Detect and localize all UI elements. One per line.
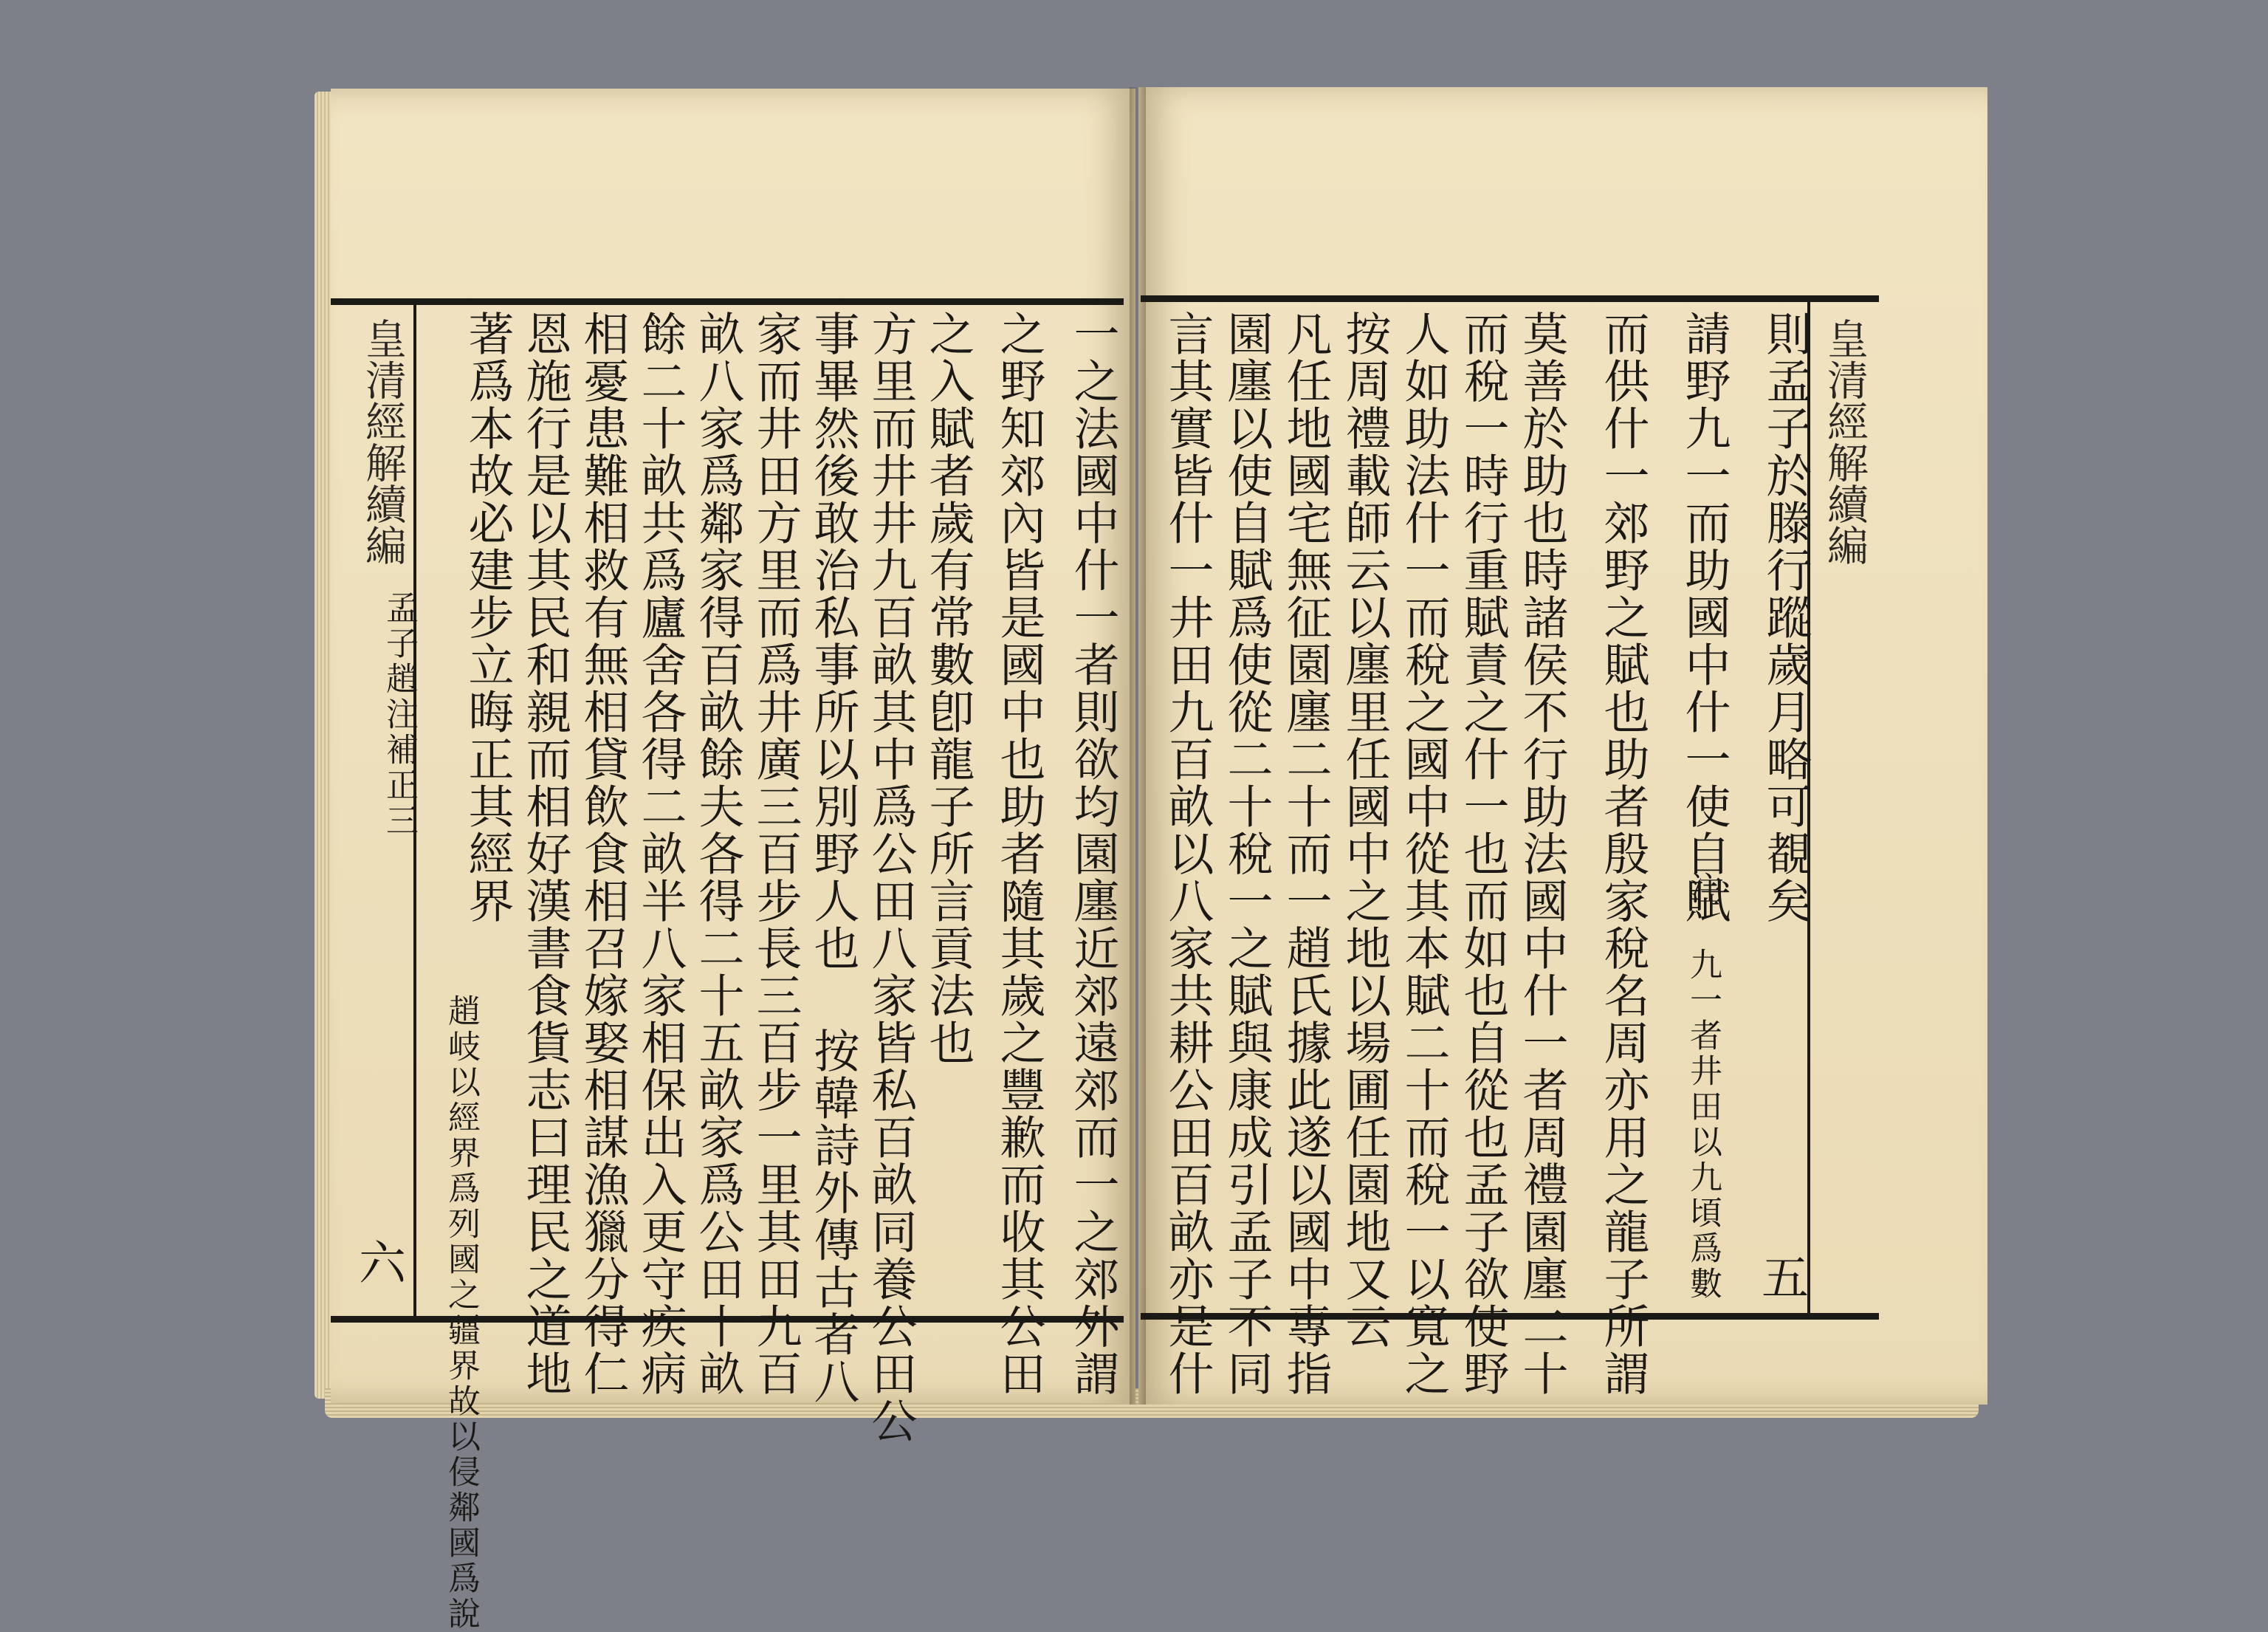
left-column-8: 餘二十畝共爲廬舍各得二畝半八家相保出入更守疾病 [633,310,687,1397]
left-column-6: 家而井田方里而爲井廣三百步長三百步一里其田九百 [749,310,803,1397]
right-column-11: 言其實皆什一井田九百畝以八家共耕公田百畝亦是什 [1161,310,1214,1397]
right-column-3: 而供什一郊野之賦也助者殷家稅名周亦用之龍子所謂 [1596,310,1650,1397]
right-top-rule [1141,295,1879,302]
book-gutter [1130,87,1146,1405]
right-column-8: 凡任地國宅無征園廛二十而一趙氏據此遂以國中專指 [1279,310,1333,1397]
left-margin-title: 皇清經解續編 [359,318,407,566]
right-margin-title: 皇清經解續編 [1821,318,1869,566]
right-column-6: 人如助法什一而稅之國中從其本賦二十而稅一以寬之 [1397,310,1451,1397]
right-column-4: 莫善於助也時諸侯不行助法國中什一者周禮園廛二十 [1515,310,1569,1397]
left-column-2: 之野知郊內皆是國中也助者隨其歲之豐歉而收其公田 [992,310,1046,1397]
right-page-number: 五 [1762,1252,1809,1306]
right-column-2: 請野九一而助國中什一使自賦 [1677,310,1731,925]
left-section-title: 孟子趙注補正三 [380,591,418,839]
left-column-11: 著爲本故必建步立晦正其經界 [461,310,515,925]
left-column-4: 方里而井井九百畝其中爲公田八家皆私百畝同養公田公 [864,310,918,1444]
left-top-rule [331,298,1124,305]
left-column-7: 畝八家爲鄰家得百畝餘夫各得二十五畝家爲公田十畝 [691,310,745,1397]
left-column-10: 恩施行是以其民和親而相好漢書食貨志曰理民之道地 [518,310,572,1397]
left-column-3: 之入賦者歲有常數卽龍子所言貢法也 [921,310,975,1066]
left-column-1: 一之法國中什一者則欲均園廛近郊遠郊而一之郊外謂 [1066,310,1120,1397]
left-column-11-note: 趙岐以經界爲列國之疆界故以侵鄰國爲說 [442,994,480,1632]
left-column-9: 相憂患難相救有無相貸飲食相召嫁娶相謀漁獵分得仁 [576,310,630,1397]
left-page-number: 六 [359,1237,406,1292]
right-column-5: 而稅一時行重賦責之什一也而如也自從也孟子欲使野 [1456,310,1510,1397]
right-column-9: 園廛以使自賦爲使從二十稅一之賦與康成引孟子不同 [1220,310,1274,1397]
right-column-1: 則孟子於滕行蹤歲月略可覩矣 [1759,310,1812,925]
right-column-2-note: 注 九一者井田以九頃爲數 [1684,871,1722,1302]
left-column-5: 事畢然後敢治私事所以別野人也 按韓詩外傳古者八 [806,310,860,1405]
right-column-7: 按周禮載師云以廛里任國中之地以場圃任園地又云 [1338,310,1392,1350]
